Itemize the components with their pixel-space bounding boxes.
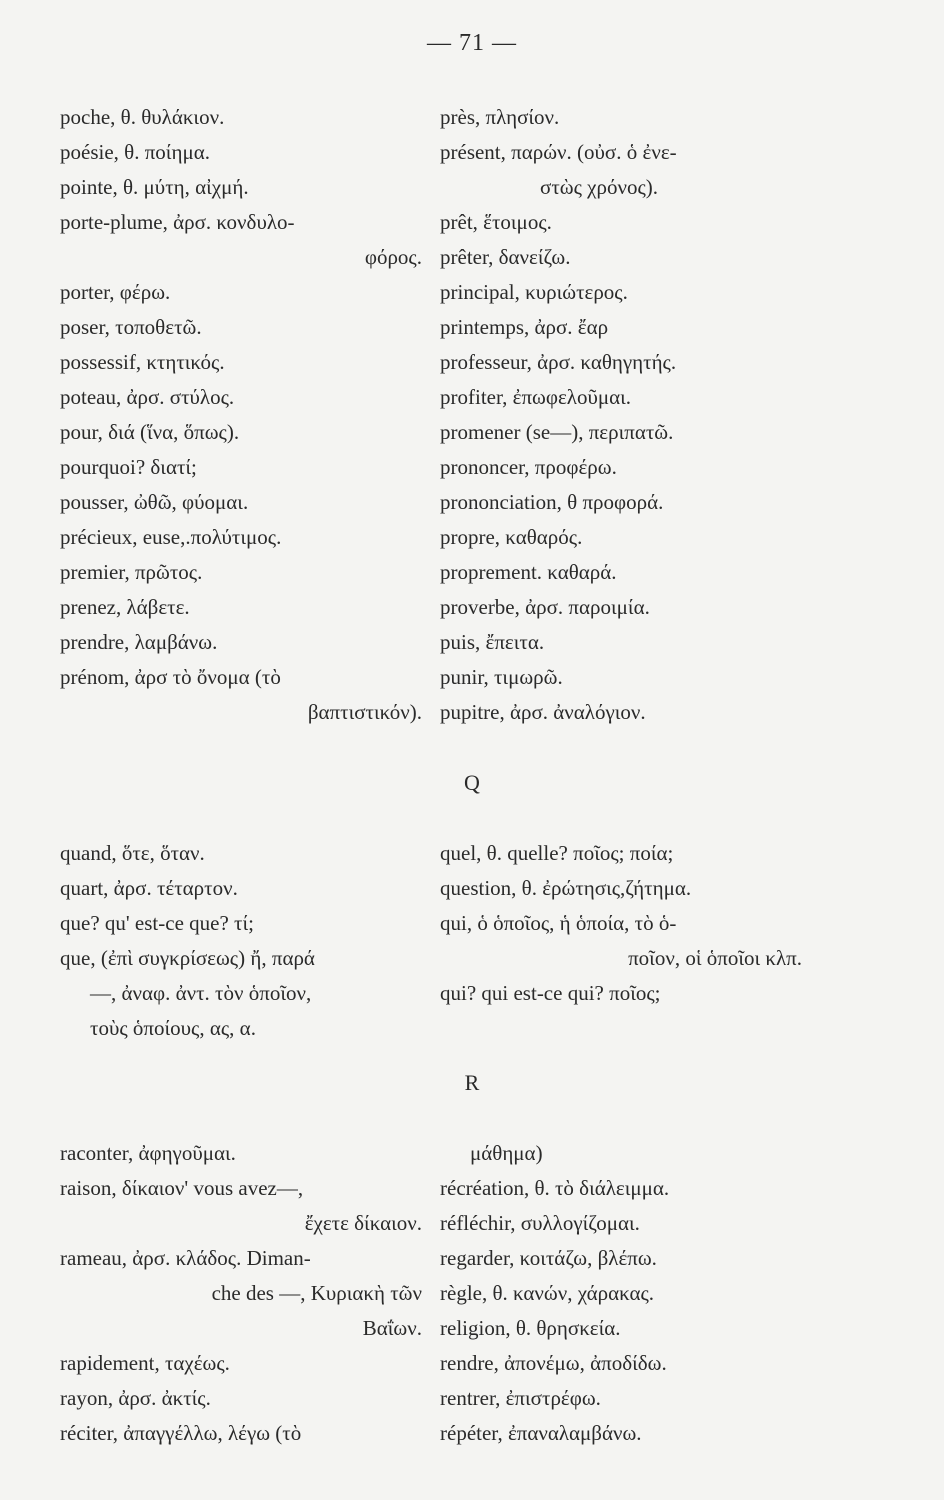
entry-continuation: ποῖον, οἱ ὁποῖοι κλπ. xyxy=(628,946,802,970)
letter-heading-q: Q xyxy=(464,770,480,795)
dictionary-entry: quart, ἀρσ. τέταρτον. xyxy=(60,876,238,900)
dictionary-entry: qui? qui est-ce qui? ποῖος; xyxy=(440,981,661,1005)
dictionary-entry: répéter, ἐπαναλαμβάνω. xyxy=(440,1421,642,1445)
entry-continuation: φόρος. xyxy=(364,245,422,269)
dictionary-entry: prononcer, προφέρω. xyxy=(440,455,617,479)
dictionary-entry: que, (ἐπὶ συγκρίσεως) ἤ, παρά xyxy=(60,946,315,970)
dictionary-entry: professeur, ἀρσ. καθηγητής. xyxy=(440,350,677,374)
dictionary-entry: raconter, ἀφηγοῦμαι. xyxy=(60,1141,236,1165)
column-left xyxy=(60,836,440,1046)
dictionary-entry: prenez, λάβετε. xyxy=(60,595,190,619)
entry-continuation: στὼς χρόνος). xyxy=(540,175,659,199)
dictionary-entry: religion, θ. θρησκεία. xyxy=(440,1316,621,1340)
dictionary-entry: question, θ. ἐρώτησις,ζήτημα. xyxy=(440,876,692,900)
dictionary-entry: propre, καθαρός. xyxy=(440,525,583,549)
dictionary-entry: porte-plume, ἀρσ. κονδυλο- xyxy=(60,210,295,234)
section-q xyxy=(60,836,820,1051)
dictionary-entry: précieux, euse,.πολύτιμος. xyxy=(60,525,282,549)
dictionary-entry: prêter, δανείζω. xyxy=(440,245,571,269)
dictionary-entry: regarder, κοιτάζω, βλέπω. xyxy=(440,1246,657,1270)
letter-heading-r: R xyxy=(464,1070,480,1095)
section-p xyxy=(60,100,820,740)
dictionary-entry: raison, δίκαιον' vous avez—, xyxy=(60,1176,304,1200)
dictionary-entry: quand, ὅτε, ὅταν. xyxy=(60,841,205,865)
dictionary-entry: rentrer, ἐπιστρέφω. xyxy=(440,1386,601,1410)
column-left xyxy=(60,1136,440,1451)
dictionary-entry: pour, διά (ἵνα, ὅπως). xyxy=(60,420,240,444)
dictionary-entry: prendre, λαμβάνω. xyxy=(60,630,218,654)
dictionary-entry: promener (se—), περιπατῶ. xyxy=(440,420,674,444)
dictionary-entry: récréation, θ. τὸ διάλειμμα. xyxy=(440,1176,670,1200)
dictionary-entry: règle, θ. κανών, χάρακας. xyxy=(440,1281,655,1305)
dictionary-entry: premier, πρῶτος. xyxy=(60,560,203,584)
dictionary-entry: pousser, ὠθῶ, φύομαι. xyxy=(60,490,249,514)
dictionary-entry: poteau, ἀρσ. στύλος. xyxy=(60,385,235,409)
entry-continuation: μάθημα) xyxy=(470,1141,543,1165)
column-right xyxy=(440,1136,820,1451)
dictionary-entry: poésie, θ. ποίημα. xyxy=(60,140,210,164)
dictionary-entry: rayon, ἀρσ. ἀκτίς. xyxy=(60,1386,211,1410)
entry-continuation: Βαΐων. xyxy=(362,1316,422,1340)
dictionary-entry: prêt, ἕτοιμος. xyxy=(440,210,552,234)
dictionary-entry: punir, τιμωρῶ. xyxy=(440,665,563,689)
entry-continuation: —, ἀναφ. ἀντ. τὸν ὁποῖον, xyxy=(90,981,312,1005)
entry-continuation: ἔχετε δίκαιον. xyxy=(304,1211,422,1235)
dictionary-entry: pourquoi? διατί; xyxy=(60,455,197,479)
column-right xyxy=(440,836,820,1011)
entry-continuation: τοὺς ὁποίους, ας, α. xyxy=(90,1016,256,1040)
dictionary-entry: porter, φέρω. xyxy=(60,280,171,304)
dictionary-entry: réfléchir, συλλογίζομαι. xyxy=(440,1211,640,1235)
dictionary-entry: quel, θ. quelle? ποῖος; ποία; xyxy=(440,841,674,865)
entry-continuation: βαπτιστικόν). xyxy=(307,700,422,724)
entry-continuation: che des —, Κυριακὴ τῶν xyxy=(211,1281,422,1305)
dictionary-entry: poche, θ. θυλάκιον. xyxy=(60,105,225,129)
dictionary-entry: principal, κυριώτερος. xyxy=(440,280,628,304)
dictionary-entry: que? qu' est-ce que? τί; xyxy=(60,911,254,935)
page-number: — 71 — xyxy=(427,30,517,56)
dictionary-entry: qui, ὁ ὁποῖος, ἡ ὁποία, τὸ ὁ- xyxy=(440,911,677,935)
dictionary-entry: prénom, ἀρσ τὸ ὄνομα (τὸ xyxy=(60,665,281,689)
section-r xyxy=(60,1136,820,1456)
dictionary-entry: pupitre, ἀρσ. ἀναλόγιον. xyxy=(440,700,646,724)
dictionary-entry: proverbe, ἀρσ. παροιμία. xyxy=(440,595,650,619)
dictionary-entry: printemps, ἀρσ. ἔαρ xyxy=(440,315,609,339)
column-right xyxy=(440,100,820,730)
dictionary-entry: réciter, ἀπαγγέλλω, λέγω (τὸ xyxy=(60,1421,302,1445)
dictionary-entry: rapidement, ταχέως. xyxy=(60,1351,230,1375)
dictionary-entry: puis, ἔπειτα. xyxy=(440,630,545,654)
dictionary-entry: pointe, θ. μύτη, αἰχμή. xyxy=(60,175,249,199)
dictionary-entry: près, πλησίον. xyxy=(440,105,560,129)
dictionary-entry: rameau, ἀρσ. κλάδος. Diman- xyxy=(60,1246,311,1270)
column-left xyxy=(60,100,440,730)
dictionary-entry: proprement. καθαρά. xyxy=(440,560,617,584)
dictionary-entry: possessif, κτητικός. xyxy=(60,350,225,374)
dictionary-entry: présent, παρών. (οὐσ. ὁ ἐνε- xyxy=(440,140,677,164)
dictionary-entry: poser, τοποθετῶ. xyxy=(60,315,202,339)
dictionary-entry: rendre, ἀπονέμω, ἀποδίδω. xyxy=(440,1351,667,1375)
dictionary-entry: profiter, ἐπωφελοῦμαι. xyxy=(440,385,632,409)
dictionary-entry: prononciation, θ προφορά. xyxy=(440,490,664,514)
